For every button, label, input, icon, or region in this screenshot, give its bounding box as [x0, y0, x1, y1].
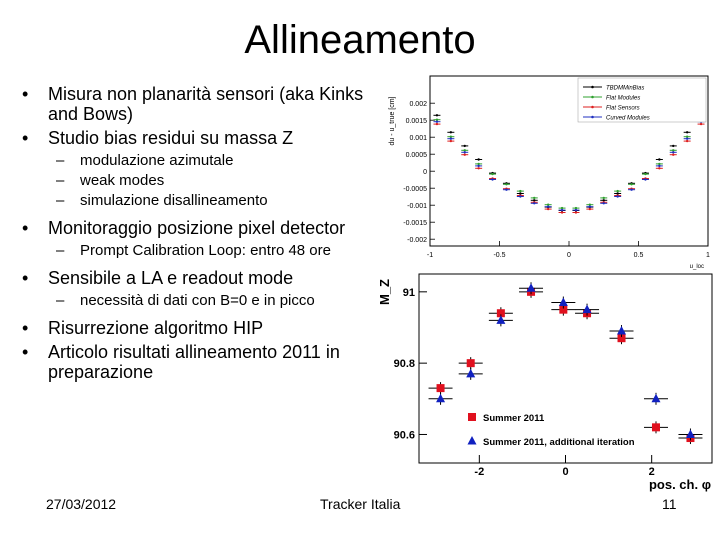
data-point	[436, 114, 438, 116]
y-tick-label: 0.0015	[405, 118, 427, 126]
sub-bullet-item	[22, 242, 372, 260]
data-point	[686, 138, 688, 140]
x-axis-label: u_loc	[689, 264, 704, 270]
x-tick-label: 1	[706, 252, 710, 259]
legend-label: Summer 2011, additional iteration	[483, 437, 635, 448]
sub-bullet-mark: –	[56, 242, 65, 259]
x-tick-label: 0	[562, 466, 569, 478]
y-tick-label: 0.002	[409, 101, 427, 109]
data-point	[644, 173, 646, 175]
bullet-item	[22, 318, 372, 338]
x-tick-label: -2	[474, 466, 485, 478]
sub-bullet-text: necessità di dati con B=0 e in picco	[80, 292, 315, 309]
y-tick-label: -0.0005	[403, 186, 427, 194]
bullet-text: Sensibile a LA e readout mode	[48, 268, 294, 288]
bullet-mark: •	[22, 268, 29, 288]
bullet-item	[22, 84, 372, 124]
data-point	[464, 154, 466, 156]
y-axis-label: du - u_true [cm]	[389, 96, 396, 146]
legend-label: Flat Modules	[606, 95, 641, 102]
data-point	[575, 211, 577, 213]
data-point	[644, 178, 646, 180]
sub-bullet-item	[22, 152, 372, 170]
y-tick-label: 0	[423, 169, 427, 177]
residuals-plot	[380, 70, 715, 270]
sub-bullet-item	[22, 192, 372, 210]
y-tick-label: 90.6	[393, 429, 415, 442]
data-point-square	[652, 423, 660, 431]
data-point	[589, 206, 591, 208]
y-tick-label: 90.8	[393, 358, 415, 371]
bullet-mark: •	[22, 218, 29, 238]
sub-bullet-mark: –	[56, 152, 65, 169]
sub-bullet-text: modulazione azimutale	[80, 152, 234, 169]
x-tick-label: 0.5	[633, 252, 644, 259]
footer-page-number: 11	[662, 496, 677, 512]
data-point	[533, 197, 535, 199]
legend-marker	[591, 86, 594, 89]
legend-marker	[591, 106, 594, 109]
y-axis-label: M_Z	[377, 279, 392, 305]
legend-label: Curved Modules	[606, 115, 650, 122]
data-point	[491, 178, 493, 180]
x-tick-label: -1	[426, 252, 434, 259]
legend-marker	[468, 413, 476, 421]
data-point-square	[467, 359, 475, 367]
data-point-square	[437, 384, 445, 392]
bullet-text: Monitoraggio posizione pixel detector	[48, 218, 346, 238]
sub-bullet-text: weak modes	[80, 172, 165, 189]
data-point	[561, 209, 563, 211]
data-point	[616, 195, 618, 197]
bullet-mark: •	[22, 84, 29, 104]
data-point	[603, 197, 605, 199]
bullet-mark: •	[22, 128, 29, 148]
bullet-text: Studio bias residui su massa Z	[48, 128, 294, 148]
data-point	[630, 183, 632, 185]
data-point	[603, 202, 605, 204]
data-point	[630, 189, 632, 191]
data-point	[450, 131, 452, 133]
bullet-item	[22, 268, 372, 288]
sub-bullet-mark: –	[56, 172, 65, 189]
x-axis-label: pos. ch. φ	[648, 477, 711, 492]
data-point	[505, 189, 507, 191]
footer-date: 27/03/2012	[46, 496, 117, 512]
data-point	[561, 211, 563, 213]
z-mass-plot-panel	[375, 270, 720, 495]
slide-title: Allineamento	[244, 18, 476, 62]
sub-bullet-mark: –	[56, 292, 65, 309]
data-point	[672, 151, 674, 153]
data-point	[477, 165, 479, 167]
sub-bullet-item	[22, 172, 372, 190]
data-point	[547, 208, 549, 210]
legend-label: TBDMMinBias	[606, 85, 645, 92]
data-point	[658, 165, 660, 167]
bullet-item	[22, 218, 372, 238]
sub-bullet-text: Prompt Calibration Loop: entro 48 ore	[80, 242, 331, 259]
bullet-text: Misura non planarità sensori (aka Kinks and Bows)	[48, 84, 364, 124]
bullet-item	[22, 342, 372, 382]
sub-bullet-mark: –	[56, 192, 65, 209]
data-point	[672, 154, 674, 156]
data-point	[700, 123, 702, 125]
data-point	[589, 208, 591, 210]
data-point	[658, 167, 660, 169]
data-point	[616, 190, 618, 192]
data-point	[464, 151, 466, 153]
x-tick-label: -0.5	[493, 252, 506, 259]
data-point	[658, 158, 660, 160]
legend-marker	[591, 96, 594, 99]
data-point	[450, 140, 452, 142]
y-tick-label: -0.002	[407, 237, 427, 245]
y-tick-label: -0.0015	[403, 220, 427, 228]
bullet-text: Articolo risultati allineamento 2011 in preparazione	[48, 342, 340, 382]
sub-bullet-item	[22, 292, 372, 310]
data-point	[519, 195, 521, 197]
data-point	[464, 145, 466, 147]
data-point	[505, 183, 507, 185]
data-point	[686, 140, 688, 142]
z-mass-plot	[375, 270, 720, 495]
y-tick-label: -0.001	[407, 203, 427, 211]
data-point	[547, 206, 549, 208]
legend-label: Summer 2011	[483, 413, 545, 424]
data-point	[533, 202, 535, 204]
footer-center: Tracker Italia	[320, 496, 401, 512]
sub-bullet-text: simulazione disallineamento	[80, 192, 268, 209]
bullet-text: Risurrezione algoritmo HIP	[48, 318, 264, 338]
y-tick-label: 0.0005	[405, 152, 427, 160]
bullet-list	[22, 84, 372, 386]
data-point	[477, 158, 479, 160]
data-point	[575, 209, 577, 211]
legend-label: Flat Sensors	[606, 105, 640, 112]
x-tick-label: 0	[567, 252, 571, 259]
data-point	[686, 131, 688, 133]
y-tick-label: 0.001	[409, 135, 427, 143]
bullet-mark: •	[22, 318, 29, 338]
data-point	[436, 121, 438, 123]
data-point	[450, 138, 452, 140]
data-point	[491, 173, 493, 175]
data-point	[672, 145, 674, 147]
x-tick-label: 2	[648, 466, 655, 478]
data-point	[519, 190, 521, 192]
data-point	[436, 123, 438, 125]
data-point	[477, 167, 479, 169]
residuals-plot-panel	[380, 70, 715, 270]
legend-marker	[591, 116, 594, 119]
plot-legend	[578, 78, 706, 122]
bullet-mark: •	[22, 342, 29, 362]
bullet-item	[22, 128, 372, 148]
y-tick-label: 91	[402, 286, 415, 299]
